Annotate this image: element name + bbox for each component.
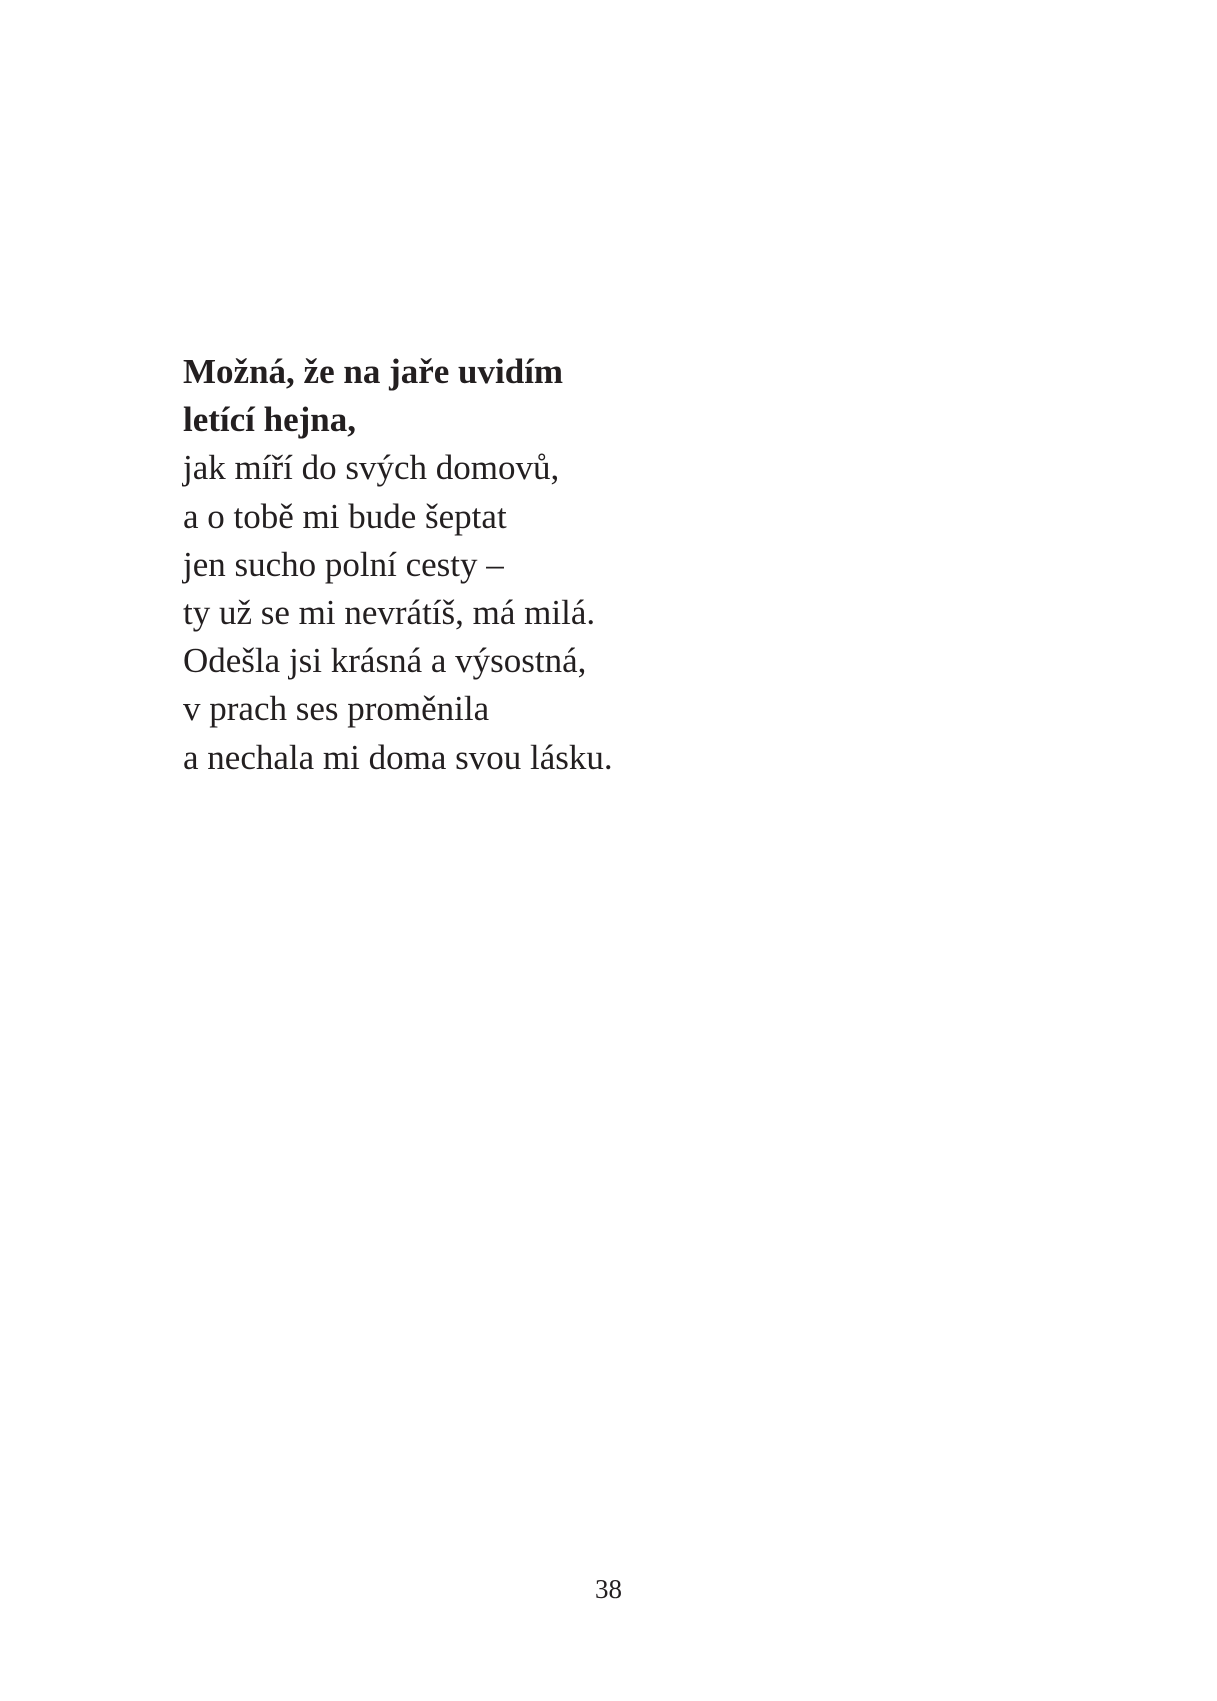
- poem-line: jak míří do svých domovů,: [183, 448, 560, 488]
- poem-line: ty už se mi nevrátíš, má milá.: [183, 593, 596, 633]
- poem-heading-line: Možná, že na jaře uvidím: [183, 352, 564, 391]
- poem-line: Odešla jsi krásná a výsostná,: [183, 641, 587, 681]
- poem-line: jen sucho polní cesty –: [183, 544, 504, 584]
- page-number: 38: [595, 1574, 622, 1604]
- poem: [183, 348, 613, 782]
- poem-line: v prach ses proměnila: [183, 689, 490, 729]
- poem-heading-line: letící hejna,: [183, 400, 357, 440]
- poem-line: a o tobě mi bude šeptat: [183, 496, 507, 536]
- poem-line: a nechala mi doma svou lásku.: [183, 737, 613, 777]
- page-number-container: [0, 1574, 1217, 1605]
